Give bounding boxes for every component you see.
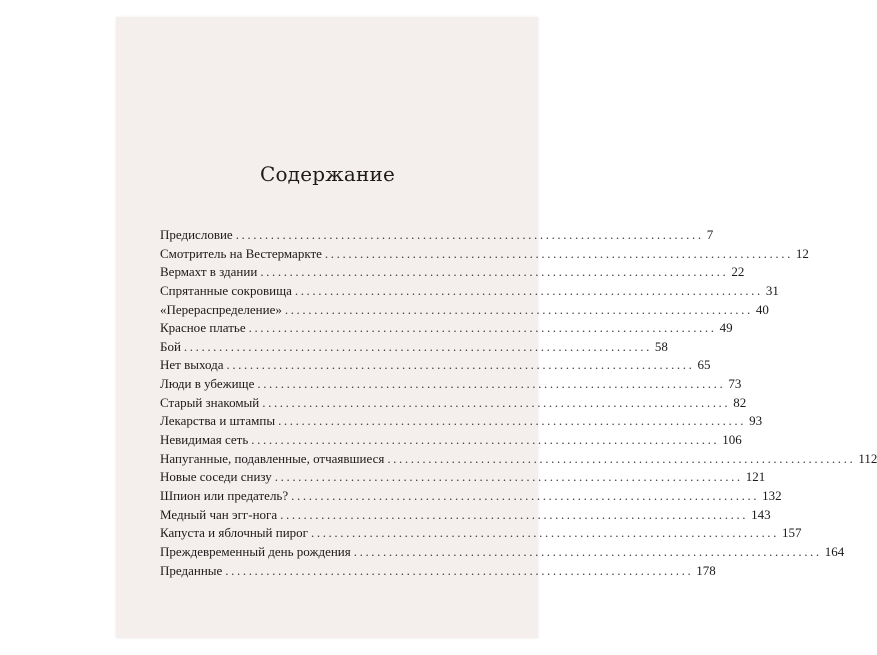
- toc-entry-title: Спрятанные сокровища: [160, 282, 292, 298]
- toc-entry: [160, 412, 763, 431]
- toc-page-number: 40: [755, 301, 769, 317]
- toc-entry-title: Новые соседи снизу: [160, 469, 272, 485]
- toc-entry-title: Смотритель на Вестермаркте: [160, 245, 322, 261]
- toc-entry-title: Бой: [160, 338, 181, 354]
- toc-entry: [160, 226, 714, 245]
- toc-entry: [160, 245, 809, 264]
- toc-entry-title: Лекарства и штампы: [160, 413, 276, 429]
- toc-entry-title: Невидимая сеть: [160, 432, 249, 448]
- toc-page-number: 112: [858, 450, 877, 466]
- dot-leader: ................................................................................: [387, 450, 856, 466]
- toc-page-number: 82: [733, 394, 747, 410]
- page-title: Содержание: [259, 162, 396, 186]
- toc-entry: [160, 375, 742, 394]
- toc-page-number: 7: [706, 227, 714, 242]
- toc-entry: [160, 487, 782, 506]
- dot-leader: ................................................................................: [235, 227, 704, 242]
- toc-entry: [160, 524, 802, 543]
- dot-leader: ................................................................................: [226, 357, 695, 373]
- toc-entry: [160, 301, 769, 320]
- toc-page-number: 49: [719, 320, 733, 336]
- toc-entry: [160, 282, 779, 301]
- toc-page-number: 143: [751, 506, 771, 522]
- toc-entry: [160, 263, 745, 282]
- toc-entry-title: Люди в убежище: [160, 376, 255, 392]
- dot-leader: ................................................................................: [294, 282, 763, 298]
- toc-page-number: 164: [824, 543, 845, 559]
- toc-entry-title: Преждевременный день рождения: [160, 543, 351, 559]
- toc-page-number: 22: [731, 264, 745, 280]
- toc-entry-title: Вермахт в здании: [160, 264, 258, 280]
- toc-entry: [160, 543, 845, 562]
- dot-leader: ................................................................................: [257, 376, 726, 392]
- toc-entry: [160, 319, 733, 338]
- dot-leader: ................................................................................: [183, 338, 652, 354]
- toc-entry: [160, 356, 711, 375]
- dot-leader: ................................................................................: [262, 394, 731, 410]
- dot-leader: ................................................................................: [260, 264, 729, 280]
- toc-entry-title: Напуганные, подавленные, отчаявшиеся: [160, 450, 385, 466]
- toc-page-number: 157: [782, 525, 802, 541]
- dot-leader: ................................................................................: [225, 562, 694, 578]
- toc-entry-title: «Перераспределение»: [160, 301, 282, 317]
- toc-page-number: 12: [795, 245, 809, 261]
- toc-page-number: 106: [722, 432, 742, 448]
- dot-leader: ................................................................................: [291, 487, 760, 503]
- toc-entry-title: Нет выхода: [160, 357, 224, 373]
- toc-page-number: 73: [728, 376, 742, 392]
- dot-leader: ................................................................................: [284, 301, 753, 317]
- dot-leader: ................................................................................: [248, 320, 717, 336]
- toc-page-number: 65: [697, 357, 711, 373]
- dot-leader: ................................................................................: [353, 543, 822, 559]
- toc-entry-title: Старый знакомый: [160, 394, 260, 410]
- toc-page-number: 132: [762, 487, 782, 503]
- toc-entry-title: Красное платье: [160, 320, 246, 336]
- table-of-contents: [160, 226, 877, 580]
- toc-entry: [160, 394, 747, 413]
- toc-page-number: 93: [749, 413, 763, 429]
- dot-leader: ................................................................................: [280, 506, 749, 522]
- toc-entry: [160, 562, 716, 581]
- toc-page-number: 58: [654, 338, 668, 354]
- toc-page-number: 178: [696, 562, 716, 578]
- toc-entry: [160, 450, 877, 469]
- toc-entry: [160, 338, 668, 357]
- dot-leader: ................................................................................: [274, 469, 743, 485]
- dot-leader: ................................................................................: [278, 413, 747, 429]
- toc-entry-title: Медный чан эгг-нога: [160, 506, 278, 522]
- dot-leader: ................................................................................: [251, 432, 720, 448]
- toc-page-number: 31: [765, 282, 779, 298]
- toc-entry-title: Капуста и яблочный пирог: [160, 525, 308, 541]
- toc-entry-title: Преданные: [160, 562, 223, 578]
- toc-entry-title: Шпион или предатель?: [160, 487, 289, 503]
- toc-entry: [160, 431, 742, 450]
- toc-entry: [160, 468, 766, 487]
- dot-leader: ................................................................................: [324, 245, 793, 261]
- toc-entry: [160, 506, 771, 525]
- dot-leader: ................................................................................: [311, 525, 779, 541]
- toc-entry-title: Предисловие: [160, 227, 233, 242]
- toc-page-number: 121: [745, 469, 766, 485]
